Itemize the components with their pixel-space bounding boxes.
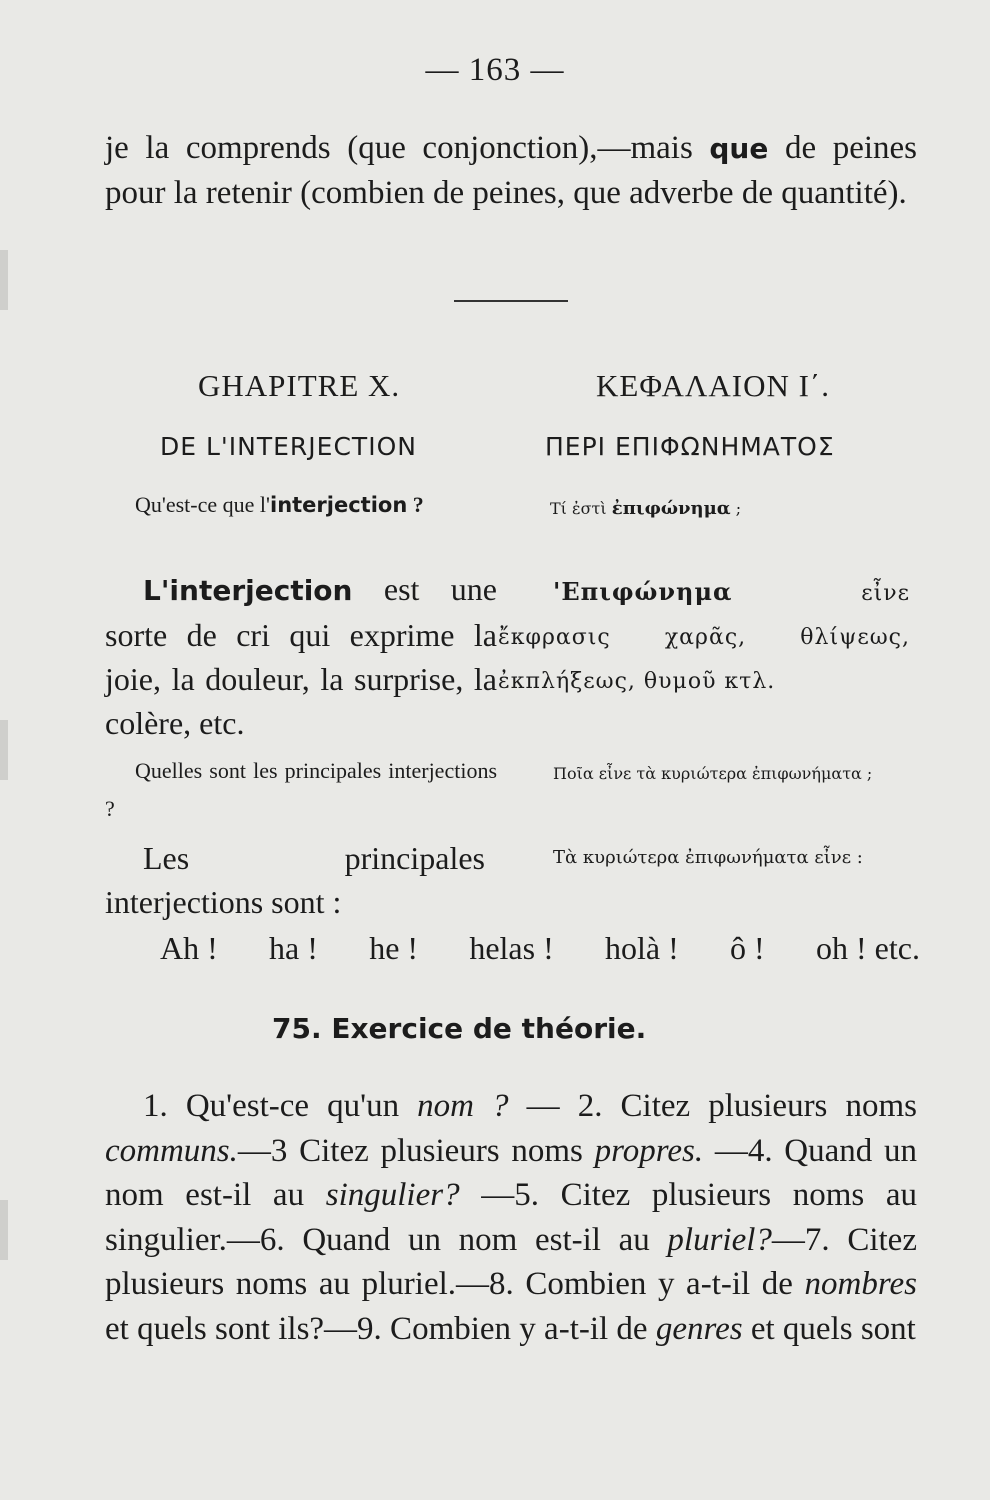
question-2-fr: Quelles sont les principales interjections ? bbox=[105, 758, 497, 821]
question-1-fr-prefix: Qu'est-ce que l' bbox=[135, 492, 270, 517]
interjection-item: Ah ! bbox=[160, 930, 218, 966]
exercise-italic: pluriel? bbox=[667, 1221, 772, 1258]
answer-1-fr-bold: L'interjection bbox=[143, 574, 353, 607]
exercise-italic: nom ? bbox=[417, 1088, 509, 1124]
answer-2-gr: Τὰ κυριώτερα ἐπιφωνήματα εἶνε : bbox=[553, 847, 863, 868]
question-1-fr-bold: interjection bbox=[270, 493, 408, 517]
intro-paragraph bbox=[105, 126, 917, 215]
question-1-fr-suffix: ? bbox=[407, 492, 424, 517]
section-heading bbox=[272, 1012, 646, 1045]
answer-1-fr bbox=[105, 567, 497, 745]
interjection-item: he ! bbox=[369, 930, 419, 966]
page-edge-mark bbox=[0, 1200, 8, 1260]
section-divider bbox=[454, 300, 568, 302]
interjection-list bbox=[160, 930, 920, 967]
intro-text-2: de peines pour la retenir (combien de peines, que adverbe de quantité). bbox=[105, 130, 917, 211]
exercise-text: et quels sont bbox=[742, 1310, 916, 1347]
chapter-title-gr: ΚΕΦΑΛΑΙΟΝ Ι΄. bbox=[596, 368, 830, 403]
exercise-italic: singulier? bbox=[325, 1177, 460, 1213]
exercise-text: et quels sont ils?—9. Combien y a-t-il de bbox=[105, 1310, 656, 1347]
interjection-item: helas ! bbox=[469, 930, 554, 966]
question-1-gr-bold: ἐπιφώνημα bbox=[611, 498, 731, 519]
question-1-gr bbox=[550, 488, 910, 530]
page-edge-mark bbox=[0, 250, 8, 310]
exercise-paragraph bbox=[105, 1084, 917, 1351]
interjection-item: ha ! bbox=[269, 930, 318, 966]
exercise-text: —3 Citez plusieurs noms bbox=[237, 1132, 595, 1169]
interjection-item: oh ! etc. bbox=[815, 930, 920, 966]
question-1-gr-suffix: ; bbox=[730, 499, 742, 518]
exercise-text: —7. Citez plusieurs noms au pluriel.—8. Combien y a-t-il de bbox=[105, 1221, 917, 1302]
exercise-italic: communs. bbox=[105, 1132, 238, 1169]
exercise-text: — 2. Citez plusieurs noms bbox=[508, 1088, 917, 1124]
answer-1-gr-rest: εἶνε ἔκφρασις χαρᾶς, θλίψεως, ἐκπλήξεως, θυμοῦ κτλ. bbox=[498, 581, 910, 694]
interjection-item: ô ! bbox=[730, 930, 765, 966]
exercise-text: —5. Citez plusieurs noms au singulier.—6. Quand un nom est-il au bbox=[105, 1177, 917, 1258]
answer-1-gr-bold: 'Επιφώνημα bbox=[553, 577, 733, 606]
page-edge-mark bbox=[0, 720, 8, 780]
question-1-fr bbox=[105, 485, 500, 525]
exercise-text: —4. Quand un nom est-il au bbox=[105, 1132, 917, 1213]
exercise-italic: propres. bbox=[594, 1132, 704, 1169]
question-2-gr: Ποῖα εἶνε τὰ κυριώτερα ἐπιφωνήματα ; bbox=[553, 764, 873, 783]
answer-2-fr: Les principales interjections sont : bbox=[105, 840, 485, 920]
section-title: Exercice de théorie. bbox=[331, 1012, 647, 1045]
exercise-text: 1. Qu'est-ce qu'un bbox=[143, 1088, 418, 1124]
question-1-gr-prefix: Τί ἐστὶ bbox=[550, 499, 612, 518]
exercise-italic: nombres bbox=[804, 1266, 917, 1302]
chapter-subtitle-fr: DE L'INTERJECTION bbox=[160, 432, 417, 461]
interjection-item: holà ! bbox=[605, 930, 679, 966]
chapter-title-fr: GHAPITRE X. bbox=[198, 368, 401, 403]
intro-bold-que: que bbox=[709, 132, 769, 165]
page-number: — 163 — bbox=[425, 52, 565, 88]
answer-1-gr bbox=[498, 570, 910, 704]
section-number: 75. bbox=[272, 1012, 322, 1045]
answer-1-fr-rest: est une sorte de cri qui exprime la joie, la douleur, la surprise, la colère, etc. bbox=[105, 571, 497, 741]
chapter-subtitle-gr: ΠΕΡΙ ΕΠΙΦΩΝΗΜΑΤΟΣ bbox=[545, 432, 835, 461]
exercise-italic: genres bbox=[655, 1310, 743, 1347]
intro-text-1: je la comprends (que conjonction),—mais bbox=[105, 130, 710, 166]
